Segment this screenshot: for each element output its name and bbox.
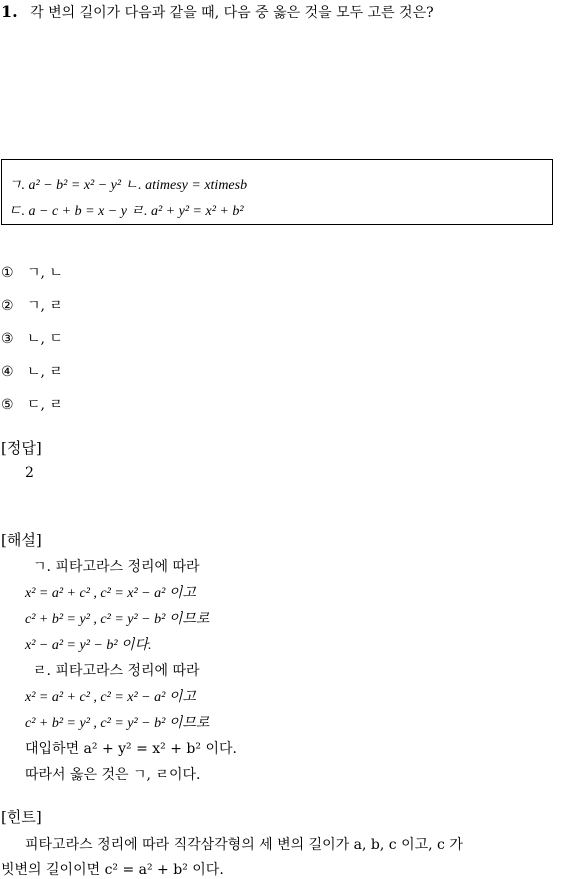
hint-header: [힌트]	[1, 808, 42, 826]
question-text: 각 변의 길이가 다음과 같을 때, 다음 중 옳은 것을 모두 고른 것은?	[30, 5, 434, 21]
choice-3[interactable]	[1, 328, 63, 348]
choice-5-text: ㄷ, ㄹ	[27, 397, 63, 413]
choice-2-text: ㄱ, ㄹ	[27, 298, 63, 314]
explanation-line-4: x² − a² = y² − b² 이다.	[25, 638, 152, 653]
statement-line-2: ㄷ. a − c + b = x − y ㄹ. a² + y² = x² + b²	[8, 204, 244, 219]
explanation-line-9: 따라서 옳은 것은 ㄱ, ㄹ이다.	[25, 767, 201, 783]
choice-5-mark: ⑤	[1, 397, 14, 413]
explanation-line-1: ㄱ. 피타고라스 정리에 따라	[33, 559, 200, 575]
answer-header: [정답]	[1, 439, 42, 457]
explanation-header: [해설]	[1, 531, 42, 549]
choice-5[interactable]	[1, 394, 63, 414]
choice-2-mark: ②	[1, 298, 14, 314]
choice-3-mark: ③	[1, 331, 14, 347]
explanation-line-2: x² = a² + c² , c² = x² − a² 이고	[25, 586, 196, 601]
statement-line-1: ㄱ. a² − b² = x² − y² ㄴ. atimesy = xtimesb	[8, 178, 248, 193]
choice-1-mark: ①	[1, 265, 14, 281]
question-line	[1, 2, 434, 22]
explanation-line-8: 대입하면 a² + y² = x² + b² 이다.	[25, 741, 237, 757]
choice-1-text: ㄱ, ㄴ	[27, 265, 63, 281]
choice-1[interactable]	[1, 262, 63, 282]
hint-line-2: 빗변의 길이이면 c² = a² + b² 이다.	[1, 862, 224, 878]
statement-box	[1, 159, 553, 225]
answer-value: 2	[25, 465, 34, 481]
choice-4[interactable]	[1, 361, 63, 381]
choice-4-text: ㄴ, ㄹ	[27, 364, 63, 380]
explanation-line-3: c² + b² = y² , c² = y² − b² 이므로	[25, 612, 210, 627]
choice-2[interactable]	[1, 295, 63, 315]
explanation-line-7: c² + b² = y² , c² = y² − b² 이므로	[25, 716, 210, 731]
choice-4-mark: ④	[1, 364, 14, 380]
hint-line-1: 피타고라스 정리에 따라 직각삼각형의 세 변의 길이가 a, b, c 이고, c 가	[25, 837, 463, 853]
explanation-line-6: x² = a² + c² , c² = x² − a² 이고	[25, 690, 196, 705]
question-number: 1.	[1, 2, 18, 21]
choice-3-text: ㄴ, ㄷ	[27, 331, 63, 347]
explanation-line-5: ㄹ. 피타고라스 정리에 따라	[33, 663, 200, 679]
